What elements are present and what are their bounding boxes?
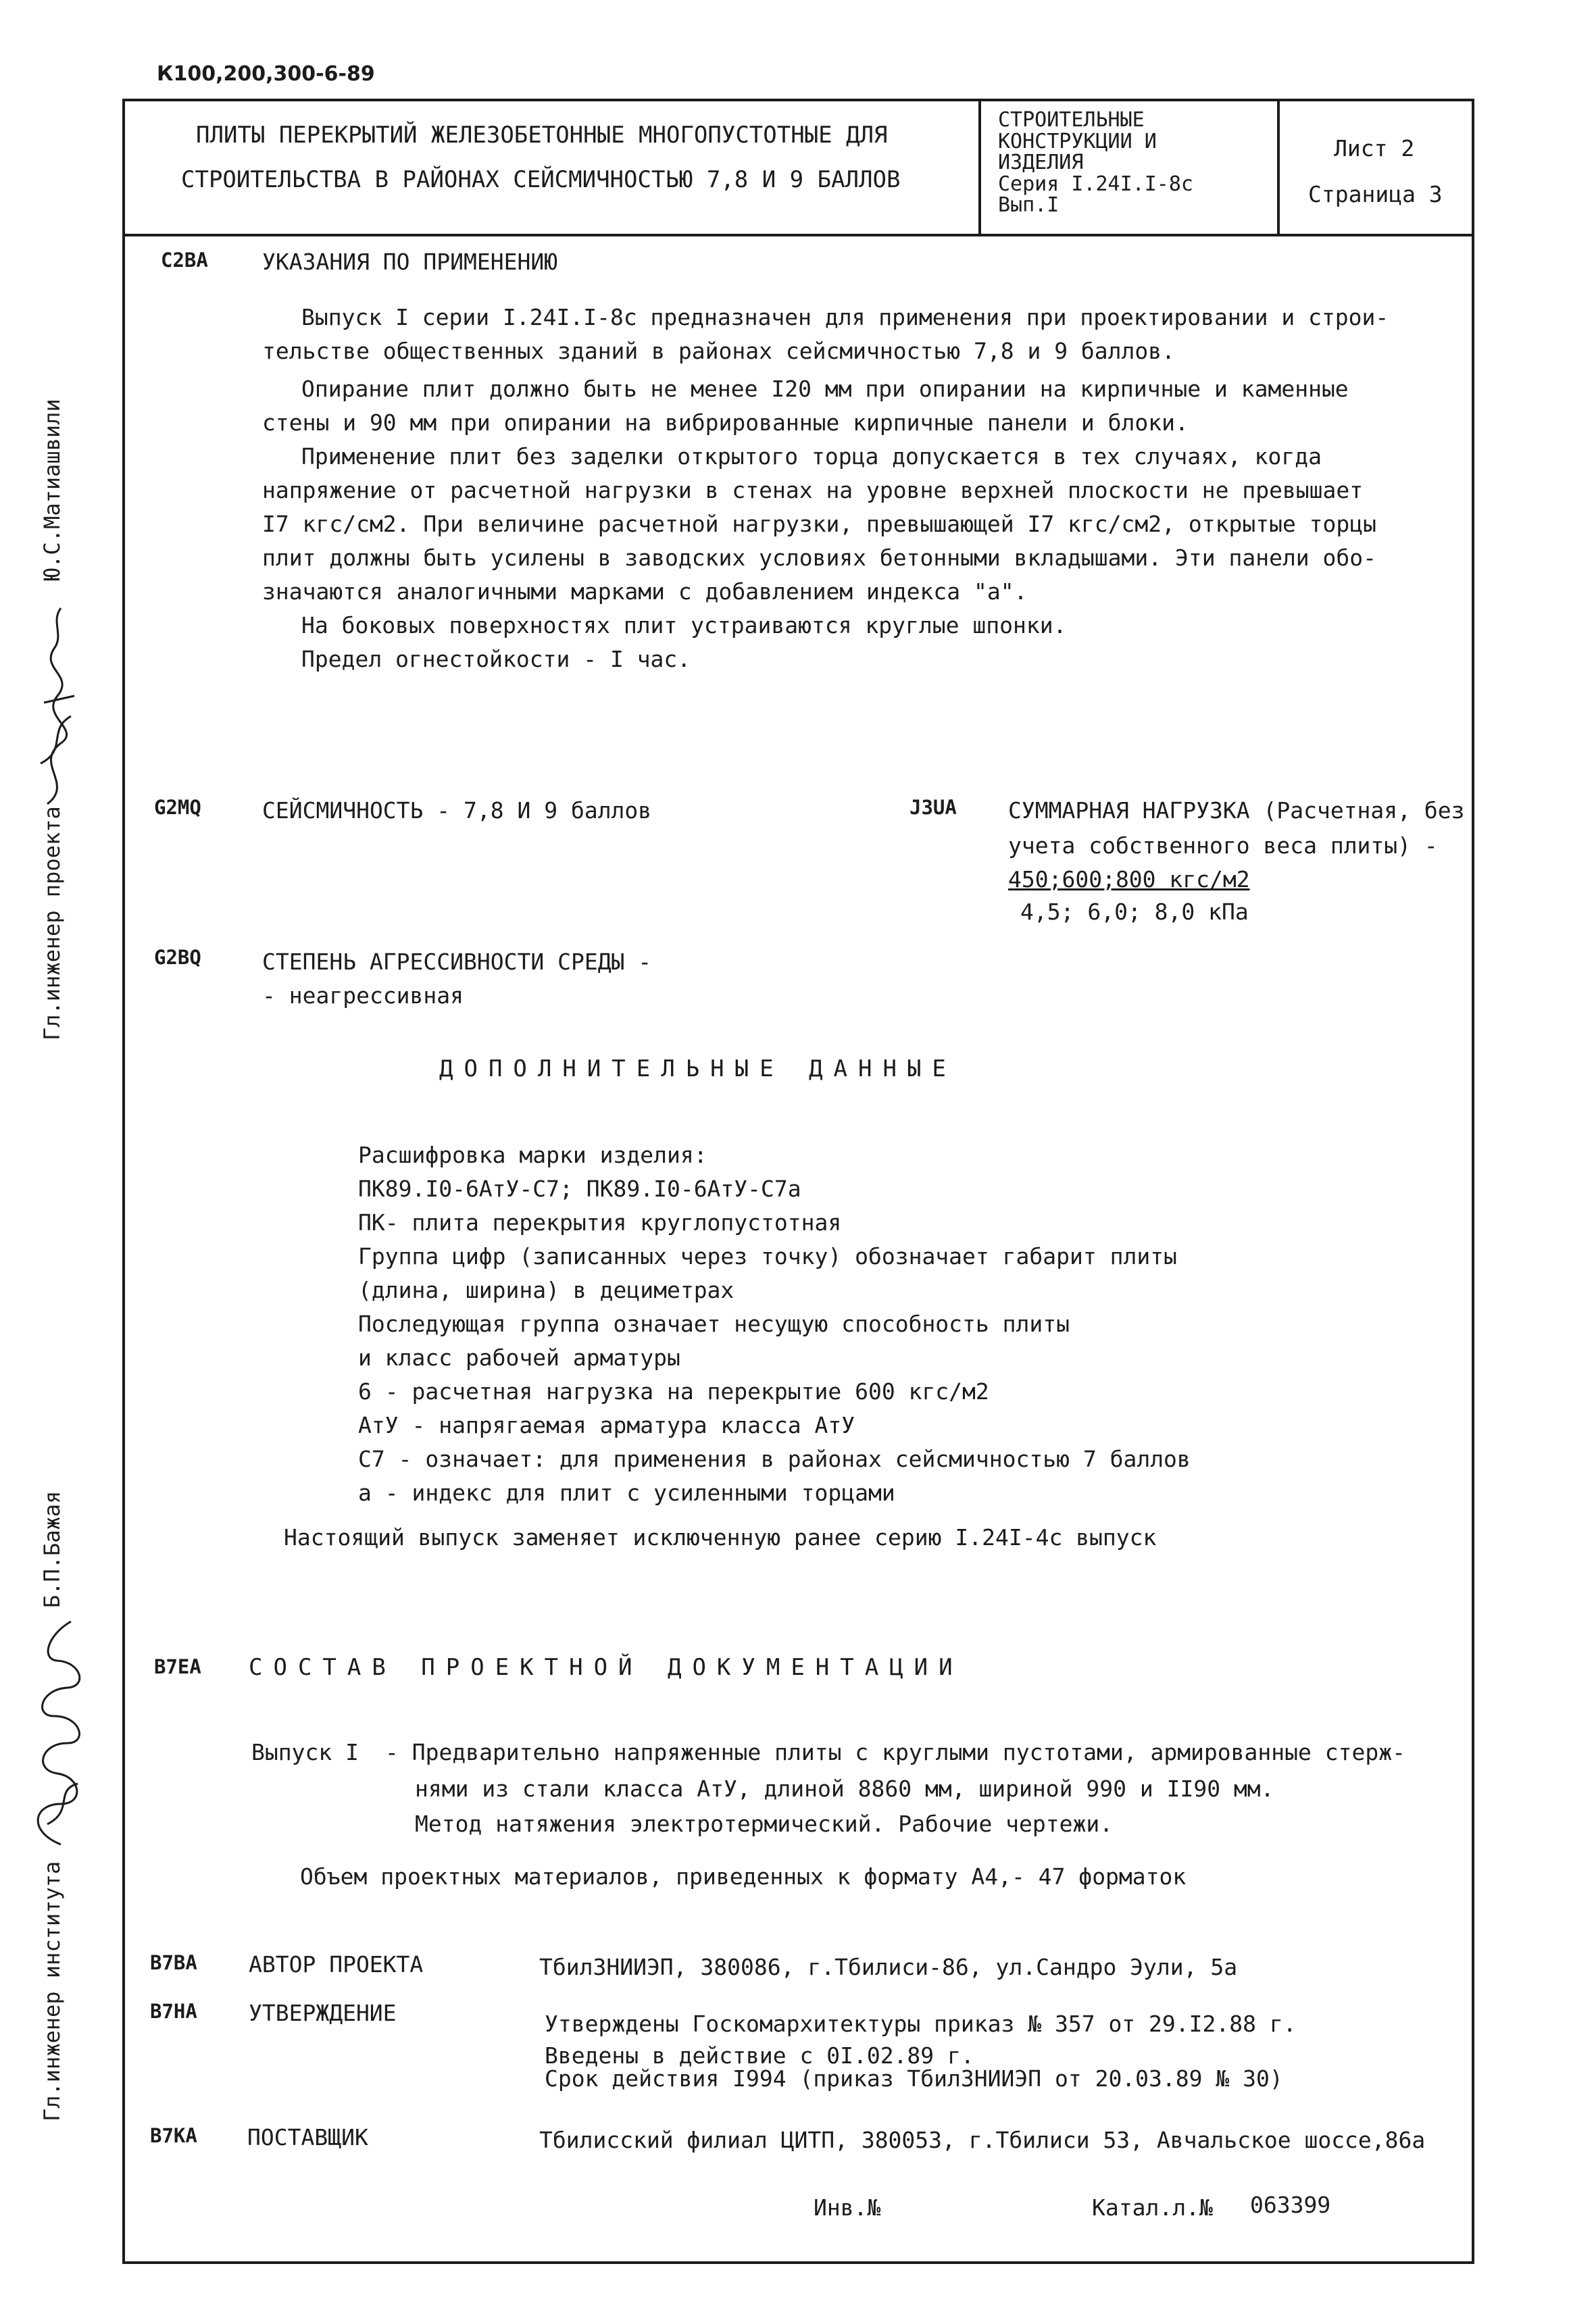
aggressive-code: G2ВQ [154, 946, 201, 969]
usage-line-8: плит должны быть усилены в заводских условиях бетонными вкладышами. Эти панели обо- [262, 545, 1377, 571]
usage-line-3: Опирание плит должно быть не менее I20 мм при опирании на кирпичные и каменные [301, 376, 1349, 402]
composition-issue-line-2: нями из стали класса АтУ, длиной 8860 мм, шириной 990 и II90 мм. [415, 1776, 1274, 1802]
additional-heading: ДОПОЛНИТЕЛЬНЫЕ ДАННЫЕ [439, 1055, 957, 1082]
approval-line-3: Срок действия I994 (приказ ТбилЗНИИЭП от 20.03.89 № 30) [545, 2065, 1283, 2092]
usage-code: С2ВА [161, 249, 208, 272]
author-code: В7ВА [150, 1951, 197, 1974]
signature-project [27, 595, 88, 811]
header-section-line2: КОНСТРУКЦИИ И [998, 129, 1157, 153]
load-values-kgs: 450;600;800 кгс/м2 [1008, 866, 1250, 892]
margin-chief-engineer-project-name: Ю.С.Матиашвили [39, 399, 65, 581]
header-section [998, 109, 1193, 216]
margin-chief-engineer-project: Гл.инженер проекта [39, 806, 65, 1040]
author-label: АВТОР ПРОЕКТА [249, 1951, 424, 1978]
header-col-divider-2 [1277, 99, 1280, 235]
usage-line-10: На боковых поверхностях плит устраиваются круглые шпонки. [301, 612, 1067, 638]
usage-line-7: I7 кгс/см2. При величине расчетной нагрузки, превышающей I7 кгс/см2, открытые торцы [262, 511, 1377, 537]
seismic-code: G2МQ [154, 796, 201, 819]
additional-line-7: и класс рабочей арматуры [358, 1344, 680, 1371]
supplier-value: Тбилисский филиал ЦИТП, 380053, г.Тбилиси 53, Авчальское шоссе,86а [539, 2127, 1426, 2153]
approval-line-2: Введены в действие с 0I.02.89 г. [545, 2042, 974, 2069]
additional-line-11: а - индекс для плит с усиленными торцами [358, 1480, 895, 1506]
additional-line-4: Группа цифр (записанных через точку) обозначает габарит плиты [358, 1243, 1177, 1269]
seismic-text: СЕЙСМИЧНОСТЬ - 7,8 И 9 баллов [262, 797, 652, 824]
supplier-label: ПОСТАВЩИК [247, 2124, 368, 2150]
composition-issue-label: Выпуск I [251, 1739, 359, 1765]
additional-line-10: С7 - означает: для применения в районах сейсмичностью 7 баллов [358, 1446, 1191, 1472]
composition-issue-line-3: Метод натяжения электротермический. Рабочие чертежи. [415, 1811, 1114, 1837]
load-line-1: СУММАРНАЯ НАГРУЗКА (Расчетная, без [1008, 797, 1465, 824]
replace-note: Настоящий выпуск заменяет исключенную ранее серию I.24I-4с выпуск [284, 1524, 1157, 1551]
header-issue: Вып.I [998, 193, 1059, 217]
sheet-number: Лист 2 [1334, 135, 1415, 161]
composition-issue-line-1: - Предварительно напряженные плиты с круглыми пустотами, армированные стерж- [385, 1739, 1405, 1765]
header-section-line1: СТРОИТЕЛЬНЫЕ [998, 108, 1145, 132]
additional-line-5: (длина, ширина) в дециметрах [358, 1277, 734, 1303]
document-code: К100,200,300-6-89 [157, 62, 375, 86]
load-code: J3UA [909, 796, 957, 819]
additional-line-9: АтУ - напрягаемая арматура класса АтУ [358, 1412, 855, 1438]
page-number: Страница 3 [1308, 181, 1443, 207]
additional-line-1: Расшифровка марки изделия: [358, 1142, 707, 1168]
composition-code: В7ЕА [154, 1655, 201, 1678]
usage-line-5: Применение плит без заделки открытого торца допускается в тех случаях, когда [301, 443, 1322, 470]
additional-line-8: 6 - расчетная нагрузка на перекрытие 600 кгс/м2 [358, 1378, 989, 1405]
usage-line-9: значаются аналогичными марками с добавлением индекса "а". [262, 578, 1028, 605]
usage-line-1: Выпуск I серии I.24I.I-8с предназначен для применения при проектировании и строи- [301, 304, 1389, 330]
header-title-line2: СТРОИТЕЛЬСТВА В РАЙОНАХ СЕЙСМИЧНОСТЬЮ 7,8 И 9 БАЛЛОВ [181, 166, 901, 193]
signature-institute [20, 1608, 95, 1851]
usage-line-11: Предел огнестойкости - I час. [301, 646, 691, 672]
usage-line-2: тельстве общественных зданий в районах сейсмичностью 7,8 и 9 баллов. [262, 338, 1176, 364]
load-values-kpa: 4,5; 6,0; 8,0 кПа [1020, 899, 1249, 925]
header-col-divider-1 [978, 99, 981, 235]
aggressive-line-2: - неагрессивная [262, 982, 464, 1009]
supplier-code: В7КА [150, 2124, 197, 2147]
margin-chief-engineer-institute: Гл.инженер института [39, 1861, 65, 2121]
aggressive-line-1: СТЕПЕНЬ АГРЕССИВНОСТИ СРЕДЫ - [262, 949, 652, 975]
approval-code: В7НА [150, 2000, 197, 2023]
inventory-label: Инв.№ [814, 2194, 881, 2221]
author-value: ТбилЗНИИЭП, 380086, г.Тбилиси-86, ул.Сандро Эули, 5а [539, 1954, 1238, 1980]
usage-heading: УКАЗАНИЯ ПО ПРИМЕНЕНИЮ [262, 249, 558, 275]
approval-label: УТВЕРЖДЕНИЕ [249, 2000, 397, 2026]
composition-heading: СОСТАВ ПРОЕКТНОЙ ДОКУМЕНТАЦИИ [249, 1654, 964, 1681]
usage-line-4: стены и 90 мм при опирании на вибрированные кирпичные панели и блоки. [262, 409, 1189, 436]
header-divider [122, 234, 1474, 236]
approval-line-1: Утверждены Госкомархитектуры приказ № 357 от 29.I2.88 г. [545, 2011, 1297, 2037]
additional-line-6: Последующая группа означает несущую способность плиты [358, 1311, 1070, 1337]
composition-volume: Объем проектных материалов, приведенных к формату А4,- 47 форматок [300, 1863, 1187, 1890]
additional-line-3: ПК- плита перекрытия круглопустотная [358, 1209, 842, 1236]
usage-line-6: напряжение от расчетной нагрузки в стенах на уровне верхней плоскости не превышает [262, 477, 1364, 503]
header-title-line1: ПЛИТЫ ПЕРЕКРЫТИЙ ЖЕЛЕЗОБЕТОННЫЕ МНОГОПУСТОТНЫЕ ДЛЯ [196, 122, 888, 149]
load-line-2: учета собственного веса плиты) - [1008, 832, 1438, 859]
margin-chief-engineer-institute-name: Б.П.Бажая [39, 1490, 65, 1608]
additional-line-2: ПК89.I0-6АтУ-С7; ПК89.I0-6АтУ-С7а [358, 1176, 801, 1202]
catalog-number: 063399 [1250, 2192, 1331, 2218]
header-section-line3: ИЗДЕЛИЯ [998, 151, 1084, 174]
catalog-label: Катал.л.№ [1092, 2194, 1213, 2221]
header-series: Серия I.24I.I-8с [998, 172, 1193, 196]
